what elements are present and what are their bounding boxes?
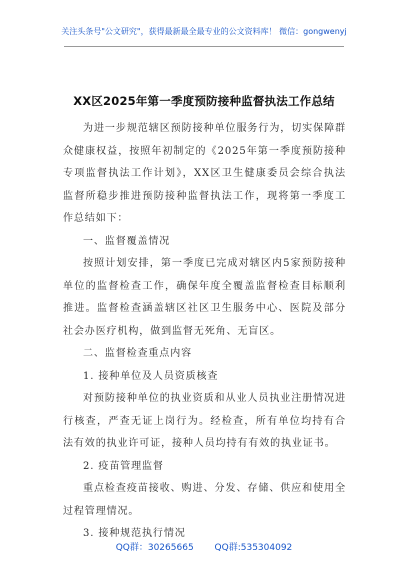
header-promo-note: 关注头条号"公文研究"，获得最新最全最专业的公文资料库！ 微信：gongwenyj <box>61 27 347 36</box>
footer-qq-group-1: QQ群：30265665 <box>115 543 194 553</box>
footer-contact <box>0 540 408 553</box>
section-heading-key-content: 二、监督检查重点内容 <box>83 348 192 359</box>
qualification-paragraph: 对预防接种单位的执业资质和从业人员执业注册情况进行核查，严查无证上岗行为。经检查，所有单位均持有合法有效的执业许可证，接种人员均持有有效的执业证书。 <box>63 393 346 449</box>
document-title: XX区2025年第一季度预防接种监督执法工作总结 <box>73 94 335 108</box>
vaccine-management-paragraph: 重点检查疫苗接收、购进、分发、存储、供应和使用全过程管理情况。 <box>63 483 346 517</box>
item-heading-norms: 3. 接种规范执行情况 <box>83 528 186 539</box>
item-heading-qualification: 1. 接种单位及人员资质核查 <box>83 370 219 382</box>
footer-qq-group-2: QQ群:535304092 <box>214 543 293 553</box>
section-heading-coverage: 一、监督覆盖情况 <box>83 235 171 247</box>
document-body <box>63 118 346 546</box>
header-divider <box>64 46 344 47</box>
coverage-paragraph: 按照计划安排，第一季度已完成对辖区内5家预防接种单位的监督检查工作，确保年度全覆盖监督检查目标顺利推进。监督检查涵盖辖区社区卫生服务中心、医院及部分社会办医疗机构，做到监督无死角、无盲区。 <box>63 258 346 337</box>
intro-paragraph: 为进一步规范辖区预防接种单位服务行为，切实保障群众健康权益，按照年初制定的《2025年第一季度预防接种专项监督执法工作计划》，XX区卫生健康委员会综合执法监督所稳步推进预防接种监督执法工作，现将第一季度工作总结如下： <box>63 123 346 224</box>
item-heading-vaccine-management: 2. 疫苗管理监督 <box>83 460 164 472</box>
